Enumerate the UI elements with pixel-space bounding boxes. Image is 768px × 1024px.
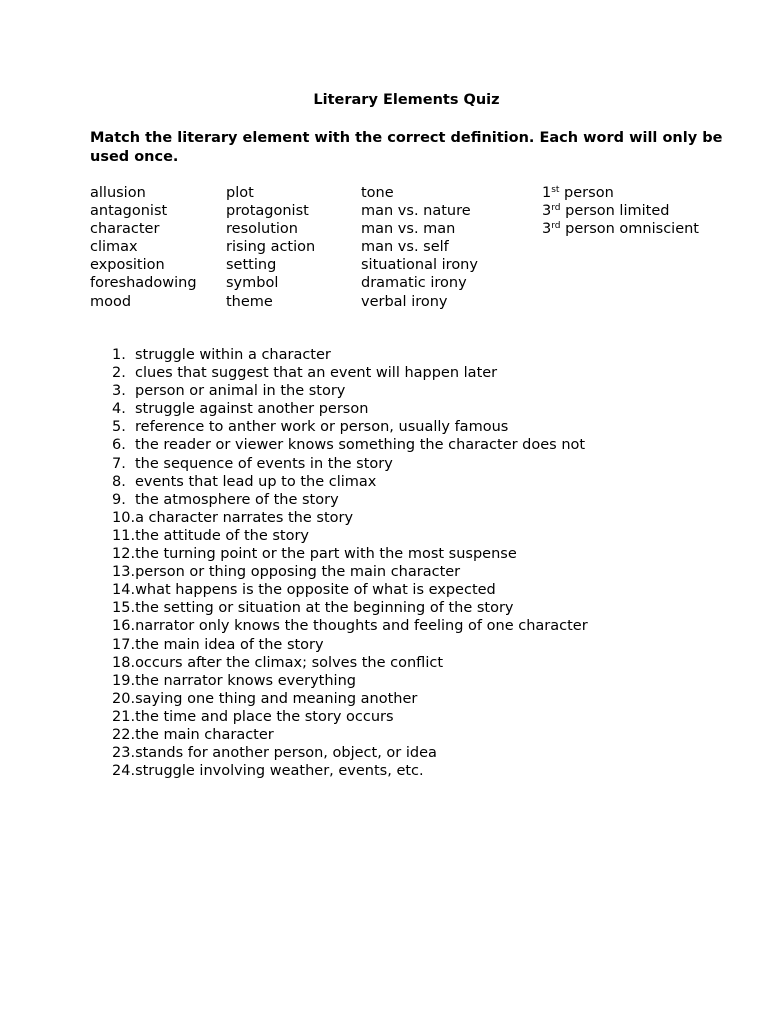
definition-item xyxy=(112,581,588,599)
word-bank-term: mood xyxy=(90,293,132,310)
word-bank-term: symbol xyxy=(226,275,279,292)
definition-item xyxy=(112,708,588,726)
word-bank-term: 3rd person limited xyxy=(542,203,670,220)
definition-item xyxy=(112,762,588,780)
word-bank-column-2 xyxy=(226,184,315,311)
definition-item xyxy=(112,346,588,364)
definition-number: 20. xyxy=(112,690,136,707)
definition-text: struggle against another person xyxy=(135,401,369,418)
word-bank-term: character xyxy=(90,221,160,238)
word-bank-term: antagonist xyxy=(90,203,168,220)
instructions: Match the literary element with the correct definition. Each word will only be used once. xyxy=(90,130,723,165)
definition-text: person or thing opposing the main character xyxy=(135,564,461,581)
definition-number: 22. xyxy=(112,726,136,743)
definition-item xyxy=(112,636,588,654)
definition-text: reference to anther work or person, usually famous xyxy=(135,419,509,436)
definition-number: 23. xyxy=(112,745,136,762)
definition-number: 8. xyxy=(112,473,126,490)
definition-text: clues that suggest that an event will happen later xyxy=(135,365,498,382)
word-bank-column-1 xyxy=(90,184,197,311)
definition-item xyxy=(112,527,588,545)
definition-text: the main idea of the story xyxy=(135,636,324,653)
definition-text: saying one thing and meaning another xyxy=(135,690,418,707)
definition-text: narrator only knows the thoughts and feeling of one character xyxy=(135,618,588,635)
word-bank-term: setting xyxy=(226,257,277,274)
definition-text: the sequence of events in the story xyxy=(135,455,393,472)
definition-item xyxy=(112,400,588,418)
word-bank-term: situational irony xyxy=(361,257,478,274)
definition-text: the narrator knows everything xyxy=(135,672,356,689)
definition-number: 5. xyxy=(112,419,126,436)
definition-number: 19. xyxy=(112,672,136,689)
definition-text: the atmosphere of the story xyxy=(135,491,339,508)
definition-text: the main character xyxy=(135,726,274,743)
definition-item xyxy=(112,617,588,635)
definition-item xyxy=(112,672,588,690)
definition-number: 6. xyxy=(112,437,126,454)
word-bank-term: allusion xyxy=(90,185,146,201)
definition-item xyxy=(112,382,588,400)
definition-item xyxy=(112,654,588,672)
word-bank-term: plot xyxy=(226,185,254,201)
definition-item xyxy=(112,726,588,744)
definition-text: a character narrates the story xyxy=(135,509,354,526)
definition-item xyxy=(112,545,588,563)
definition-list xyxy=(112,346,588,780)
definition-item xyxy=(112,418,588,436)
word-bank-term: man vs. self xyxy=(361,239,449,256)
definition-text: struggle involving weather, events, etc. xyxy=(135,763,424,780)
definition-number: 7. xyxy=(112,455,126,472)
page-title: Literary Elements Quiz xyxy=(313,92,500,108)
word-bank-term: resolution xyxy=(226,221,298,238)
definition-number: 9. xyxy=(112,491,126,508)
definition-item xyxy=(112,473,588,491)
definition-text: events that lead up to the climax xyxy=(135,473,377,490)
definition-number: 12. xyxy=(112,546,136,563)
definition-text: the setting or situation at the beginning of the story xyxy=(135,600,514,617)
definition-text: the attitude of the story xyxy=(135,527,310,544)
word-bank-term: rising action xyxy=(226,239,316,256)
definition-text: the reader or viewer knows something the character does not xyxy=(135,437,586,454)
definition-text: occurs after the climax; solves the conflict xyxy=(135,654,444,671)
definition-number: 15. xyxy=(112,600,136,617)
definition-item xyxy=(112,744,588,762)
definition-item xyxy=(112,491,588,509)
definition-number: 24. xyxy=(112,763,136,780)
definition-text: the time and place the story occurs xyxy=(135,708,394,725)
word-bank-term: tone xyxy=(361,185,394,201)
word-bank-term: exposition xyxy=(90,257,165,274)
definition-number: 16. xyxy=(112,618,136,635)
definition-text: the turning point or the part with the most suspense xyxy=(135,546,517,563)
word-bank-term: 3rd person omniscient xyxy=(542,221,699,238)
word-bank-column-3 xyxy=(361,184,478,311)
word-bank-term: climax xyxy=(90,239,138,256)
word-bank-term: man vs. man xyxy=(361,221,456,238)
definition-number: 17. xyxy=(112,636,136,653)
word-bank-term: protagonist xyxy=(226,203,309,220)
definition-item xyxy=(112,436,588,454)
definition-number: 2. xyxy=(112,365,126,382)
word-bank-term: foreshadowing xyxy=(90,275,197,292)
definition-text: person or animal in the story xyxy=(135,383,346,400)
definition-text: struggle within a character xyxy=(135,347,331,363)
word-bank-term: dramatic irony xyxy=(361,275,467,292)
definition-number: 21. xyxy=(112,708,136,725)
definition-number: 1. xyxy=(112,347,126,363)
definition-text: stands for another person, object, or idea xyxy=(135,745,437,762)
definition-text: what happens is the opposite of what is expected xyxy=(135,582,496,599)
definition-number: 18. xyxy=(112,654,136,671)
definition-number: 13. xyxy=(112,564,136,581)
word-bank-term: verbal irony xyxy=(361,293,448,310)
definition-number: 11. xyxy=(112,527,136,544)
definition-item xyxy=(112,455,588,473)
definition-item xyxy=(112,364,588,382)
definition-number: 3. xyxy=(112,383,126,400)
word-bank-column-4 xyxy=(542,184,699,238)
definition-item xyxy=(112,509,588,527)
definition-item xyxy=(112,563,588,581)
definition-item xyxy=(112,690,588,708)
definition-number: 14. xyxy=(112,582,136,599)
word-bank-term: man vs. nature xyxy=(361,203,471,220)
definition-number: 4. xyxy=(112,401,126,418)
definition-item xyxy=(112,599,588,617)
word-bank-term: 1st person xyxy=(542,185,614,201)
definition-number: 10. xyxy=(112,509,136,526)
word-bank-term: theme xyxy=(226,293,273,310)
